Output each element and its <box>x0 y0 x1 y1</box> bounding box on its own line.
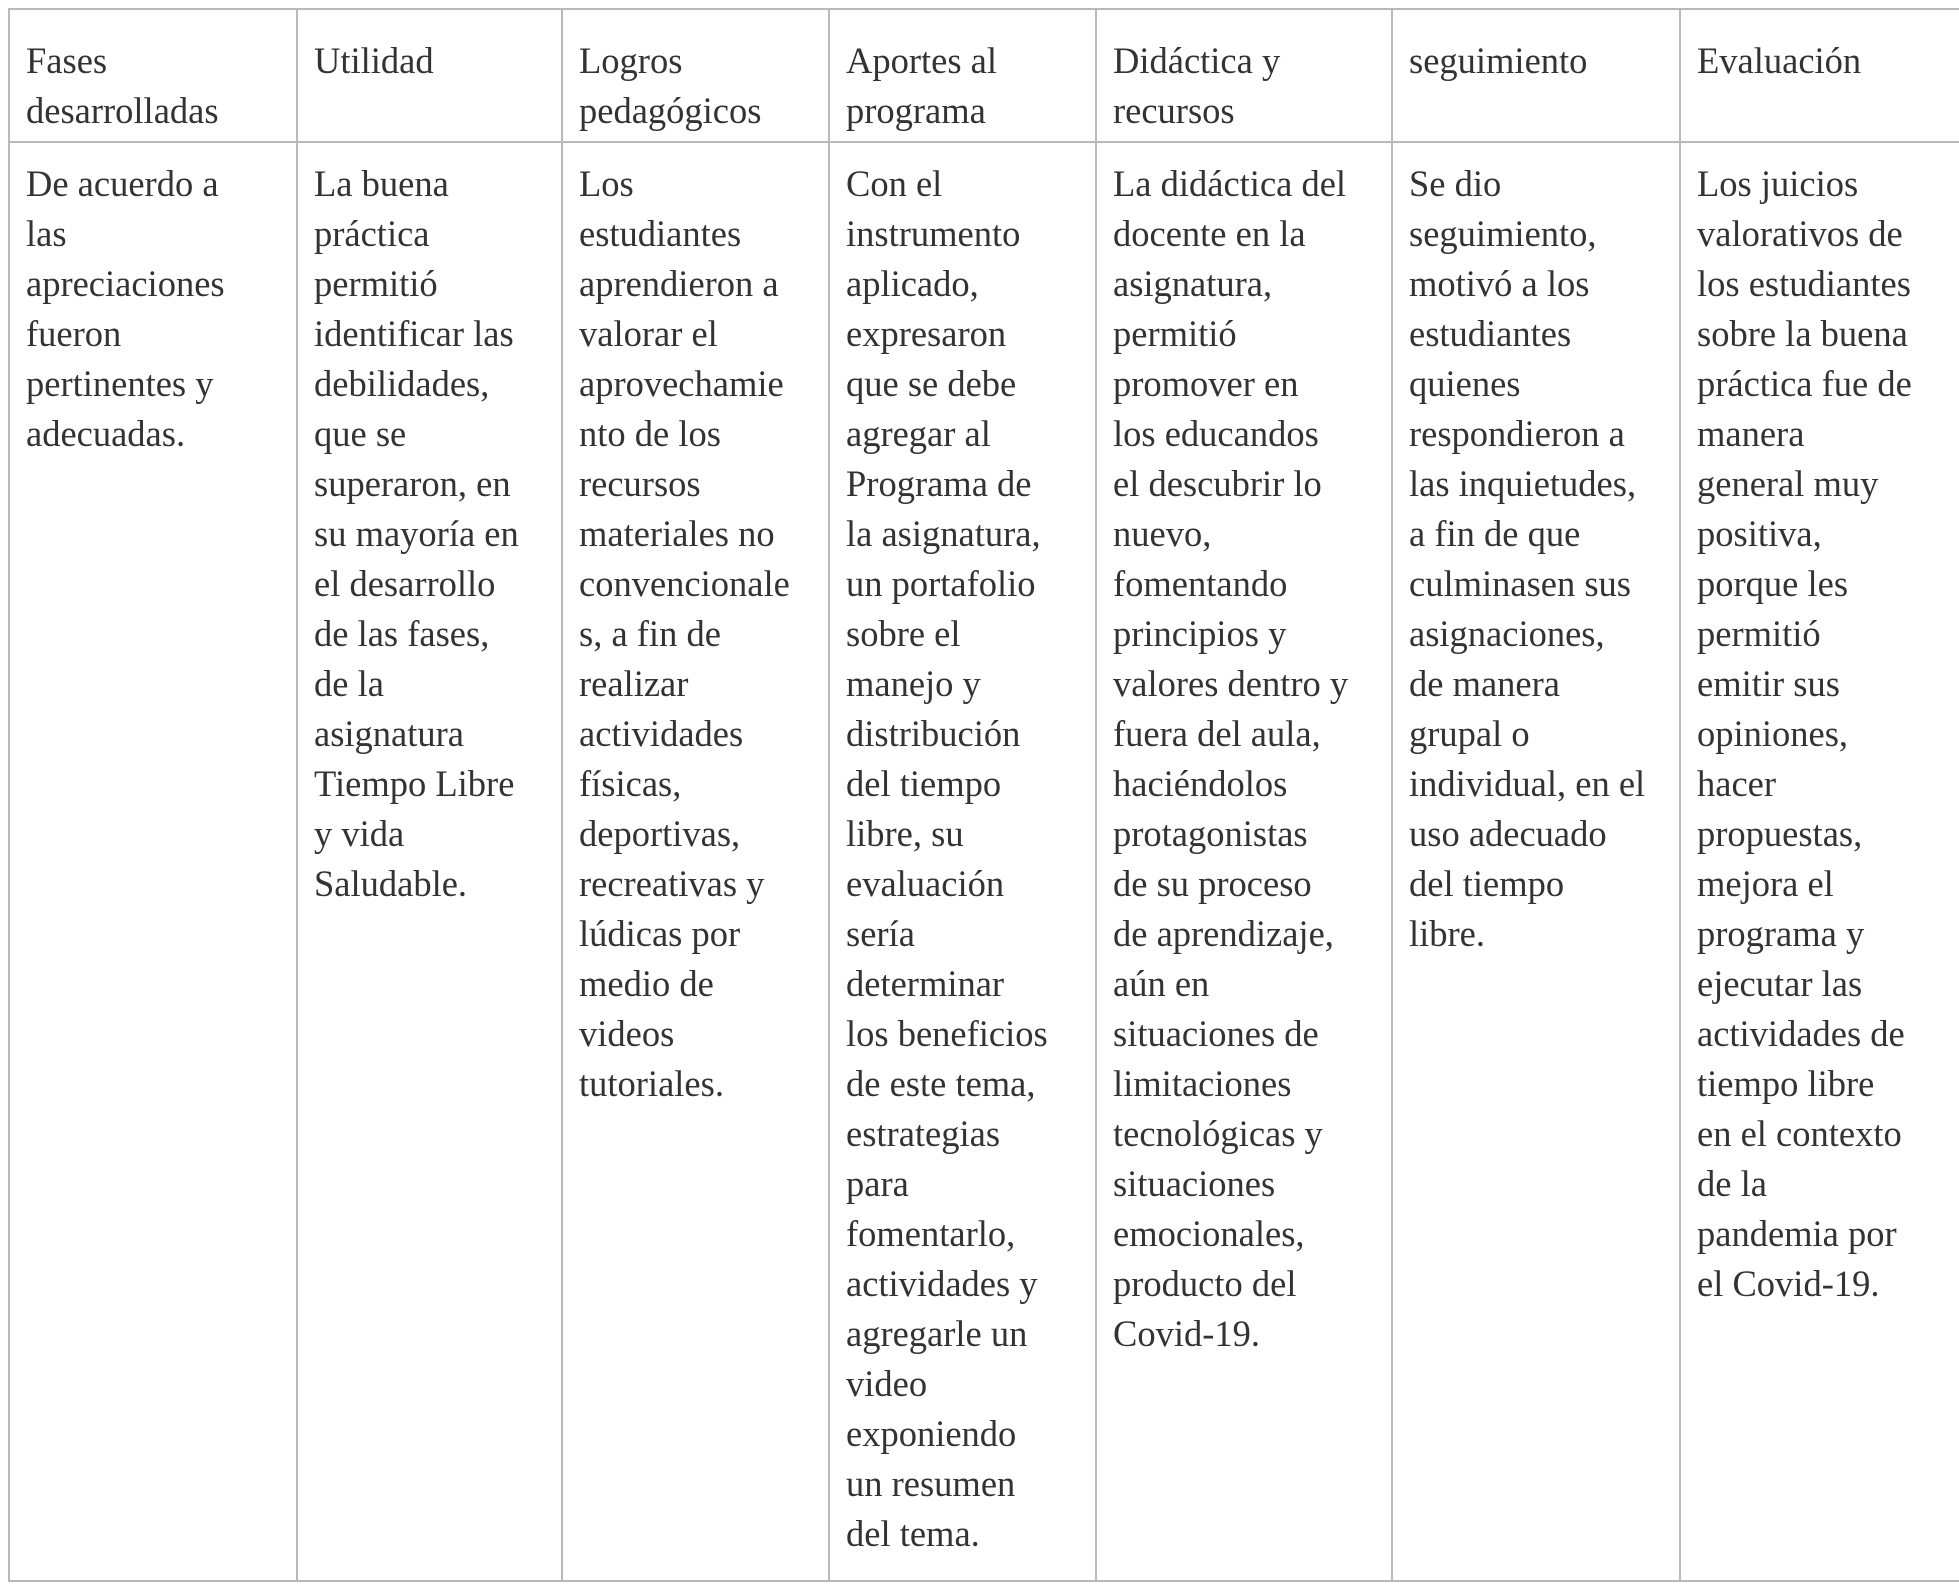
header-utilidad: Utilidad <box>297 9 562 142</box>
header-logros-pedagogicos: Logros pedagógicos <box>562 9 829 142</box>
cell-fases-desarrolladas: De acuerdo a las apreciaciones fueron pertinentes y adecuadas. <box>9 142 297 1581</box>
header-fases-desarrolladas: Fases desarrolladas <box>9 9 297 142</box>
cell-aportes-al-programa: Con el instrumento aplicado, expresaron que se debe agregar al Programa de la asignatura, un portafolio sobre el manejo y distribución del tiempo libre, su evaluación sería determinar los beneficios de este tema, estrategias para fomentarlo, actividades y agregarle un video exponiendo un resumen del tema. <box>829 142 1096 1581</box>
header-aportes-al-programa: Aportes al programa <box>829 9 1096 142</box>
table-row <box>9 142 1959 1581</box>
cell-utilidad: La buena práctica permitió identificar las debilidades, que se superaron, en su mayoría en el desarrollo de las fases, de la asignatura Tiempo Libre y vida Saludable. <box>297 142 562 1581</box>
evaluation-table <box>8 8 1959 1582</box>
header-didactica-y-recursos: Didáctica y recursos <box>1096 9 1392 142</box>
header-seguimiento: seguimiento <box>1392 9 1680 142</box>
cell-logros-pedagogicos: Los estudiantes aprendieron a valorar el aprovechamie nto de los recursos materiales no convencionale s, a fin de realizar actividades físicas, deportivas, recreativas y lúdicas por medio de videos tutoriales. <box>562 142 829 1581</box>
cell-seguimiento: Se dio seguimiento, motivó a los estudiantes quienes respondieron a las inquietudes, a fin de que culminasen sus asignaciones, de manera grupal o individual, en el uso adecuado del tiempo libre. <box>1392 142 1680 1581</box>
cell-didactica-y-recursos: La didáctica del docente en la asignatura, permitió promover en los educandos el descubrir lo nuevo, fomentando principios y valores dentro y fuera del aula, haciéndolos protagonistas de su proceso de aprendizaje, aún en situaciones de limitaciones tecnológicas y situaciones emocionales, producto del Covid-19. <box>1096 142 1392 1581</box>
header-evaluacion: Evaluación <box>1680 9 1959 142</box>
cell-evaluacion: Los juicios valorativos de los estudiantes sobre la buena práctica fue de manera general muy positiva, porque les permitió emitir sus opiniones, hacer propuestas, mejora el programa y ejecutar las actividades de tiempo libre en el contexto de la pandemia por el Covid-19. <box>1680 142 1959 1581</box>
header-row <box>9 9 1959 142</box>
